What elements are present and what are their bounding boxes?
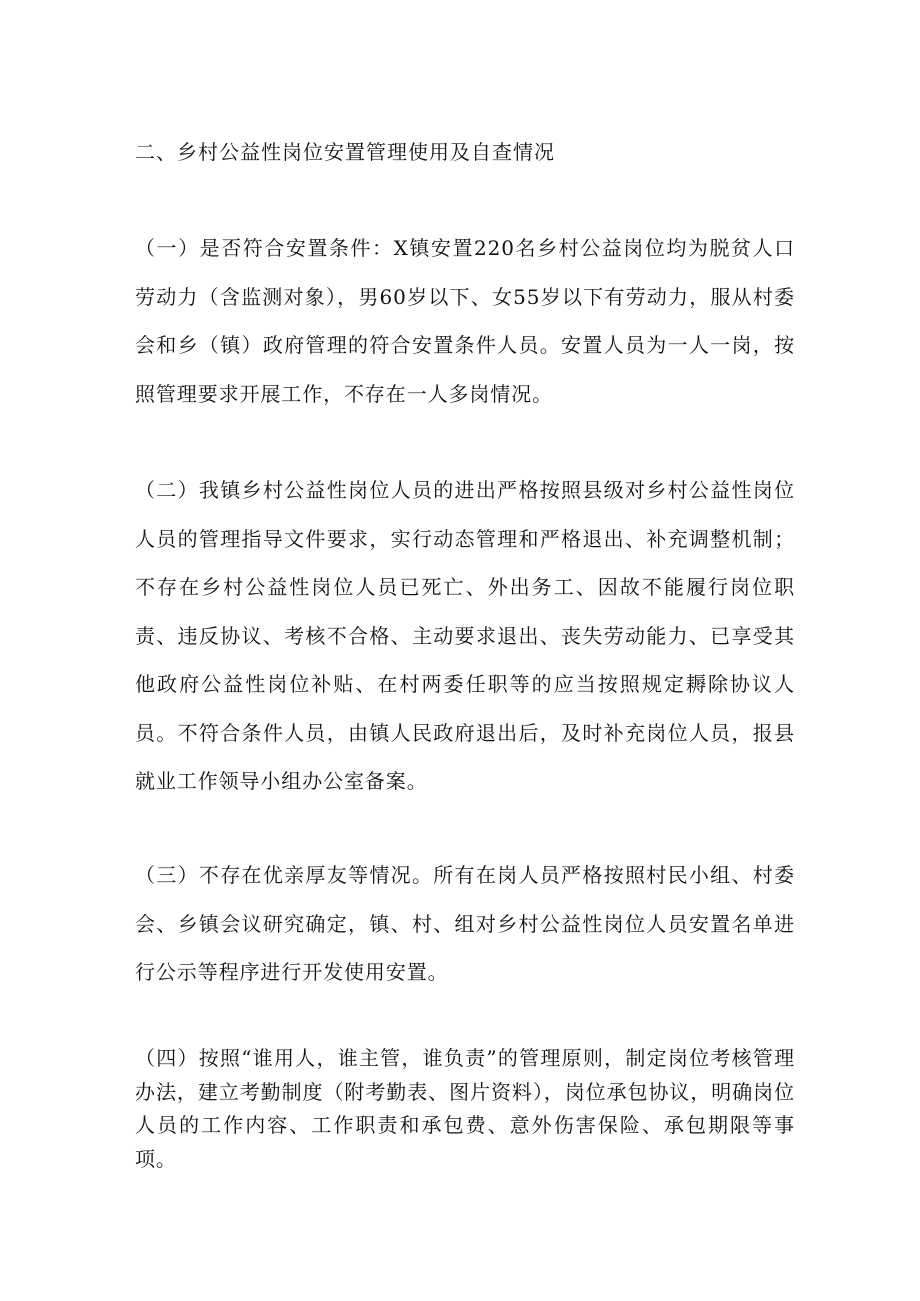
paragraph-2: （二）我镇乡村公益性岗位人员的进出严格按照县级对乡村公益性岗位人员的管理指导文件要求，实行动态管理和严格退出、补充调整机制；不存在乡村公益性岗位人员已死亡、外出务工、因故不能履行岗位职责、违反协议、考核不合格、主动要求退出、丧失劳动能力、已享受其他政府公益性岗位补贴、在村两委任职等的应当按照规定耨除协议人员。不符合条件人员，由镇人民政府退出后，及时补充岗位人员，报县就业工作领导小组办公室备案。 <box>135 478 795 793</box>
paragraph-4: （四）按照“谁用人，谁主管，谁负责”的管理原则，制定岗位考核管理办法，建立考勤制度（附考勤表、图片资料），岗位承包协议，明确岗位人员的工作内容、工作职责和承包费、意外伤害保险、承包期限等事项。 <box>135 1046 795 1171</box>
section-heading: 二、乡村公益性岗位安置管理使用及自查情况 <box>135 140 555 164</box>
paragraph-1: （一）是否符合安置条件：X镇安置220名乡村公益岗位均为脱贫人口劳动力（含监测对象），男60岁以下、女55岁以下有劳动力，服从村委会和乡（镇）政府管理的符合安置条件人员。安置人员为一人一岗，按照管理要求开展工作，不存在一人多岗情况。 <box>135 236 795 406</box>
paragraph-3: （三）不存在优亲厚友等情况。所有在岗人员严格按照村民小组、村委会、乡镇会议研究确定，镇、村、组对乡村公益性岗位人员安置名单进行公示等程序进行开发使用安置。 <box>135 863 795 984</box>
